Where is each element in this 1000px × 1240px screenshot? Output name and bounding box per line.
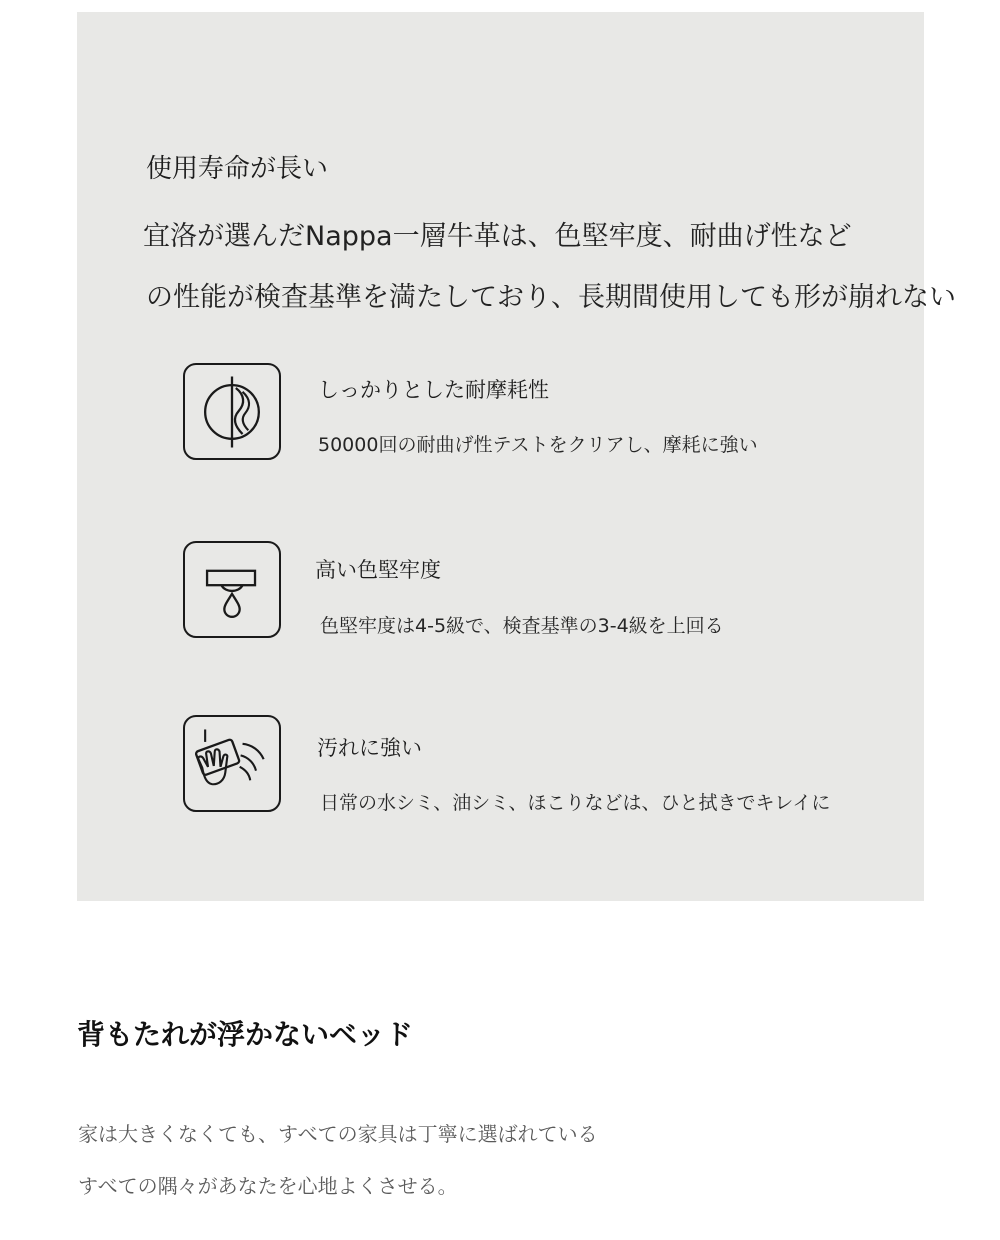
abrasion-resistance-icon: [183, 363, 281, 460]
colorfastness-drop-icon: [183, 541, 281, 638]
body-line-1: 家は大きくなくても、すべての家具は丁寧に選ばれている: [78, 1122, 598, 1146]
panel-title: 使用寿命が長い: [146, 154, 329, 184]
feature-text-3: 日常の水シミ、油シミ、ほこりなどは、ひと拭きでキレイに: [320, 792, 831, 814]
section-heading: 背もたれが浮かないベッド: [77, 1018, 414, 1051]
body-line-2: すべての隅々があなたを心地よくさせる。: [78, 1174, 458, 1198]
feature-text-1: 50000回の耐曲げ性テストをクリアし、摩耗に強い: [318, 434, 758, 456]
feature-title-2: 高い色堅牢度: [315, 558, 441, 582]
panel-description-line-2: の性能が検査基準を満たしており、長期間使用しても形が崩れない: [146, 282, 956, 313]
wipe-clean-icon: [183, 715, 281, 812]
feature-text-2: 色堅牢度は4-5級で、検査基準の3-4級を上回る: [320, 615, 724, 637]
feature-title-3: 汚れに強い: [317, 736, 422, 760]
panel-description-line-1: 宜洛が選んだNappa一層牛革は、色堅牢度、耐曲げ性など: [143, 221, 852, 252]
feature-title-1: しっかりとした耐摩耗性: [318, 378, 549, 402]
